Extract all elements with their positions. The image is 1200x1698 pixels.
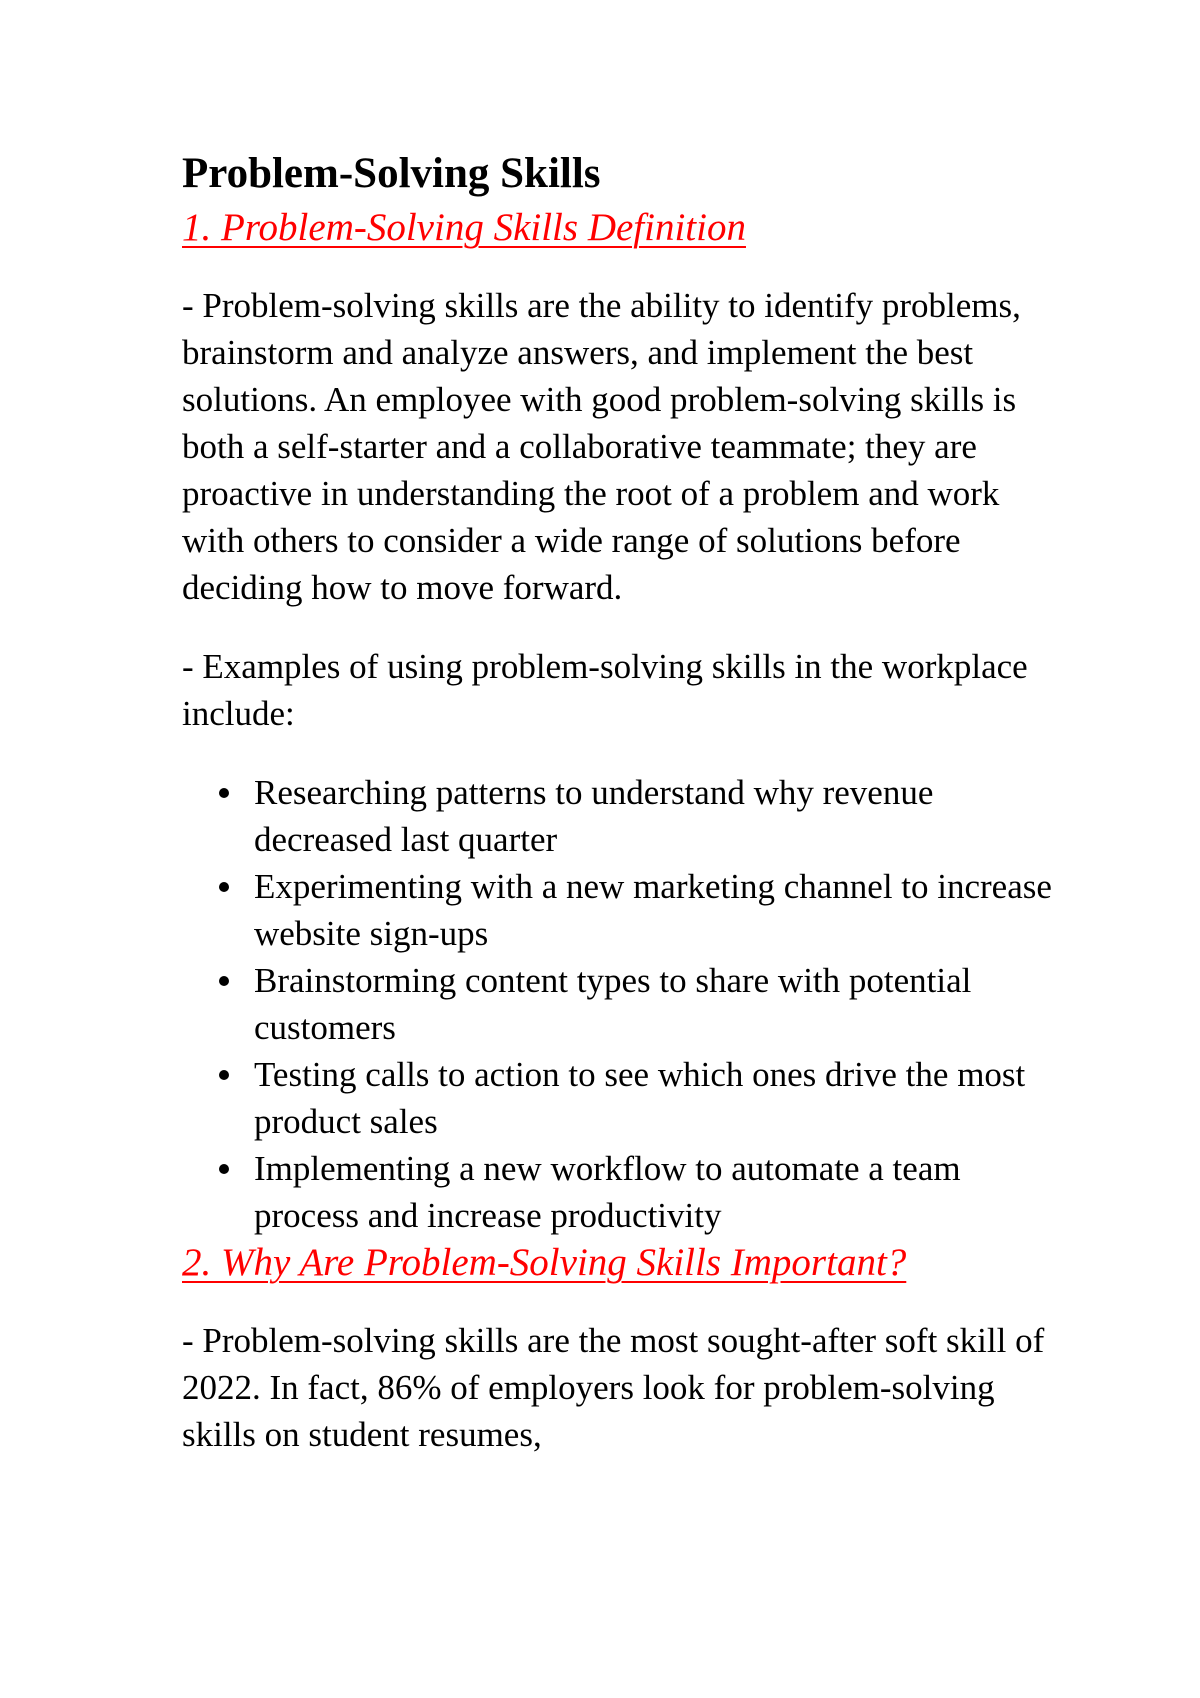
definition-paragraph: - Problem-solving skills are the ability to identify problems, brainstorm and analyze answers, and implement the best solutions. An employee with good problem-solving skills is both a self-starter and a collaborative teammate; they are proactive in understanding the root of a problem and work with others to consider a wide range of solutions before deciding how to move forward. <box>182 286 1021 607</box>
bullet-icon <box>219 976 229 986</box>
list-item-text: Experimenting with a new marketing channel to increase website sign-ups <box>254 867 1052 953</box>
list-item <box>182 863 1052 957</box>
section-heading-importance: 2. Why Are Problem-Solving Skills Important? <box>182 1241 907 1284</box>
list-item-text: Implementing a new workflow to automate a team process and increase productivity <box>254 1149 961 1235</box>
list-item-text: Testing calls to action to see which ones drive the most product sales <box>254 1055 1026 1141</box>
list-item <box>182 1051 1052 1145</box>
bullet-icon <box>219 882 229 892</box>
document-page <box>182 148 1052 1458</box>
bullet-icon <box>219 1164 229 1174</box>
list-item-text: Researching patterns to understand why revenue decreased last quarter <box>254 773 934 859</box>
bullet-icon <box>219 788 229 798</box>
list-item <box>182 769 1052 863</box>
list-item <box>182 1145 1052 1239</box>
list-item-text: Brainstorming content types to share with potential customers <box>254 961 972 1047</box>
list-item <box>182 957 1052 1051</box>
examples-intro-paragraph: - Examples of using problem-solving skills in the workplace include: <box>182 647 1028 733</box>
document-title: Problem-Solving Skills <box>182 150 601 197</box>
bullet-icon <box>219 1070 229 1080</box>
section-heading-definition: 1. Problem-Solving Skills Definition <box>182 206 746 249</box>
importance-paragraph: - Problem-solving skills are the most sought-after soft skill of 2022. In fact, 86% of employers look for problem-solving skills on student resumes, <box>182 1321 1045 1454</box>
examples-list <box>182 769 1052 1239</box>
